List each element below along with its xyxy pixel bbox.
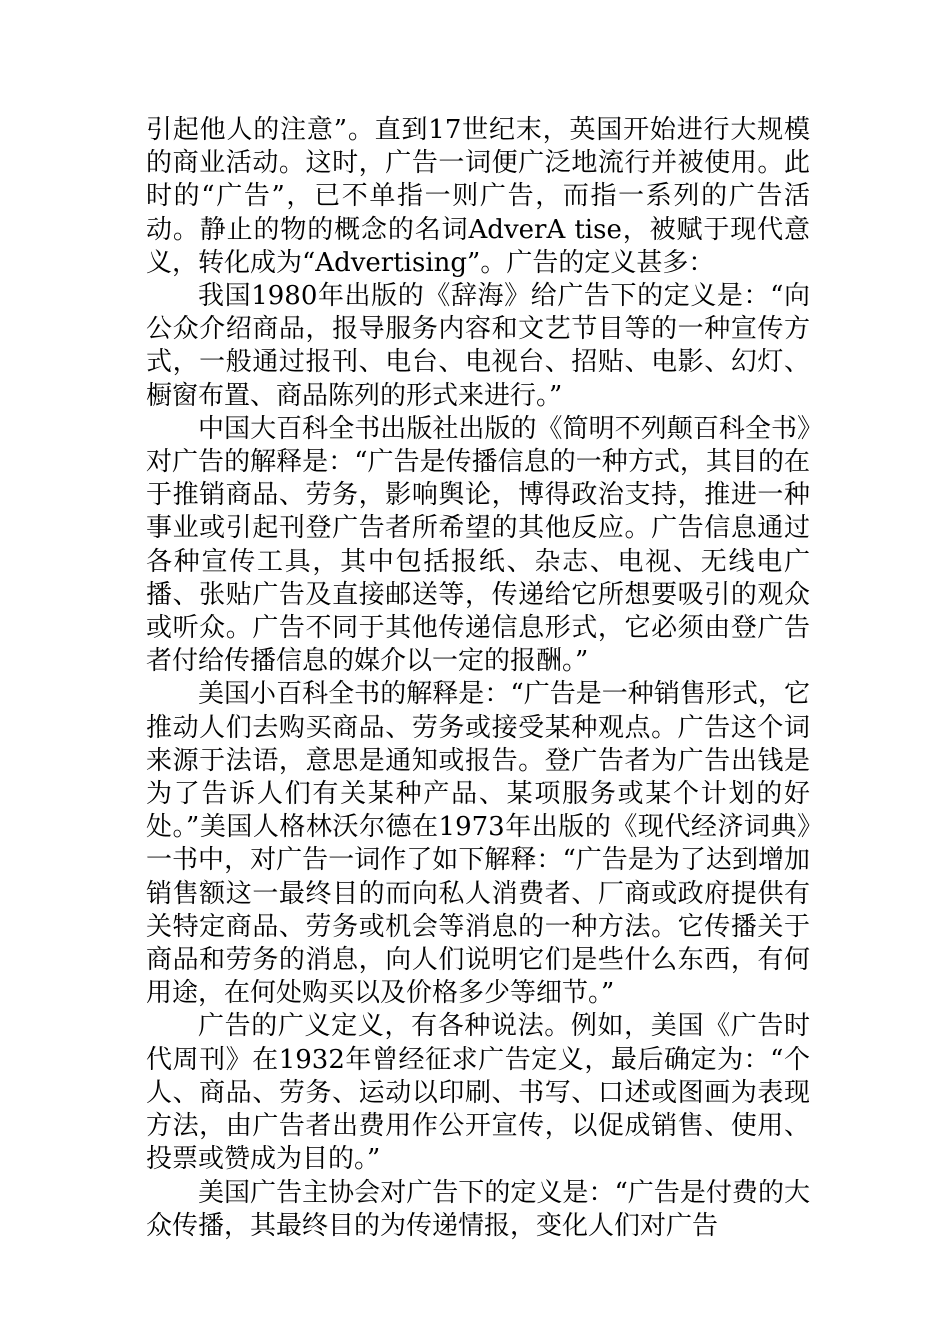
paragraph-broad-definition: 广告的广义定义，有各种说法。例如，美国《广告时代周刊》在1932年曾经征求广告定义，最后确定为：“个人、商品、劳务、运动以印刷、书写、口述或图画为表现方法，由广告者出费用作公开宣传，以促成销售、使用、投票或赞成为目的。” <box>146 1011 810 1175</box>
paragraph-continuation: 引起他人的注意”。直到17世纪末，英国开始进行大规模的商业活动。这时，广告一词便广泛地流行并被使用。此时的“广告”，已不单指一则广告，而指一系列的广告活动。静止的物的概念的名词AdverA tise，被赋于现代意义，转化成为“Advertising”。广告的定义甚多： <box>146 115 810 278</box>
paragraph-cihai-definition: 我国1980年出版的《辞海》给广告下的定义是：“向公众介绍商品，报导服务内容和文艺节目等的一种宣传方式，一般通过报刊、电台、电视台、招贴、电影、幻灯、橱窗布置、商品陈列的形式来进行。” <box>146 281 810 411</box>
paragraph-american-encyclopedia-definition: 美国小百科全书的解释是：“广告是一种销售形式，它推动人们去购买商品、劳务或接受某种观点。广告这个词来源于法语，意思是通知或报告。登广告者为广告出钱是为了告诉人们有关某种产品、某项服务或某个计划的好处。”美国人格林沃尔德在1973年出版的《现代经济词典》一书中，对广告一词作了如下解释：“广告是为了达到增加销售额这一最终目的而向私人消费者、厂商或政府提供有关特定商品、劳务或机会等消息的一种方法。它传播关于商品和劳务的消息，向人们说明它们是些什么东西，有何用途，在何处购买以及价格多少等细节。” <box>146 679 810 1009</box>
paragraph-ana-definition: 美国广告主协会对广告下的定义是：“广告是付费的大众传播，其最终目的为传递情报，变化人们对广告 <box>146 1177 810 1241</box>
body-text <box>146 114 810 1243</box>
paragraph-britannica-definition: 中国大百科全书出版社出版的《简明不列颠百科全书》对广告的解释是：“广告是传播信息的一种方式，其目的在于推销商品、劳务，影响舆论，博得政治支持，推进一种事业或引起刊登广告者所希望的其他反应。广告信息通过各种宣传工具，其中包括报纸、杂志、电视、无线电广播、张贴广告及直接邮送等，传递给它所想要吸引的观众或听众。广告不同于其他传递信息形式，它必须由登广告者付给传播信息的媒介以一定的报酬。” <box>146 413 810 677</box>
